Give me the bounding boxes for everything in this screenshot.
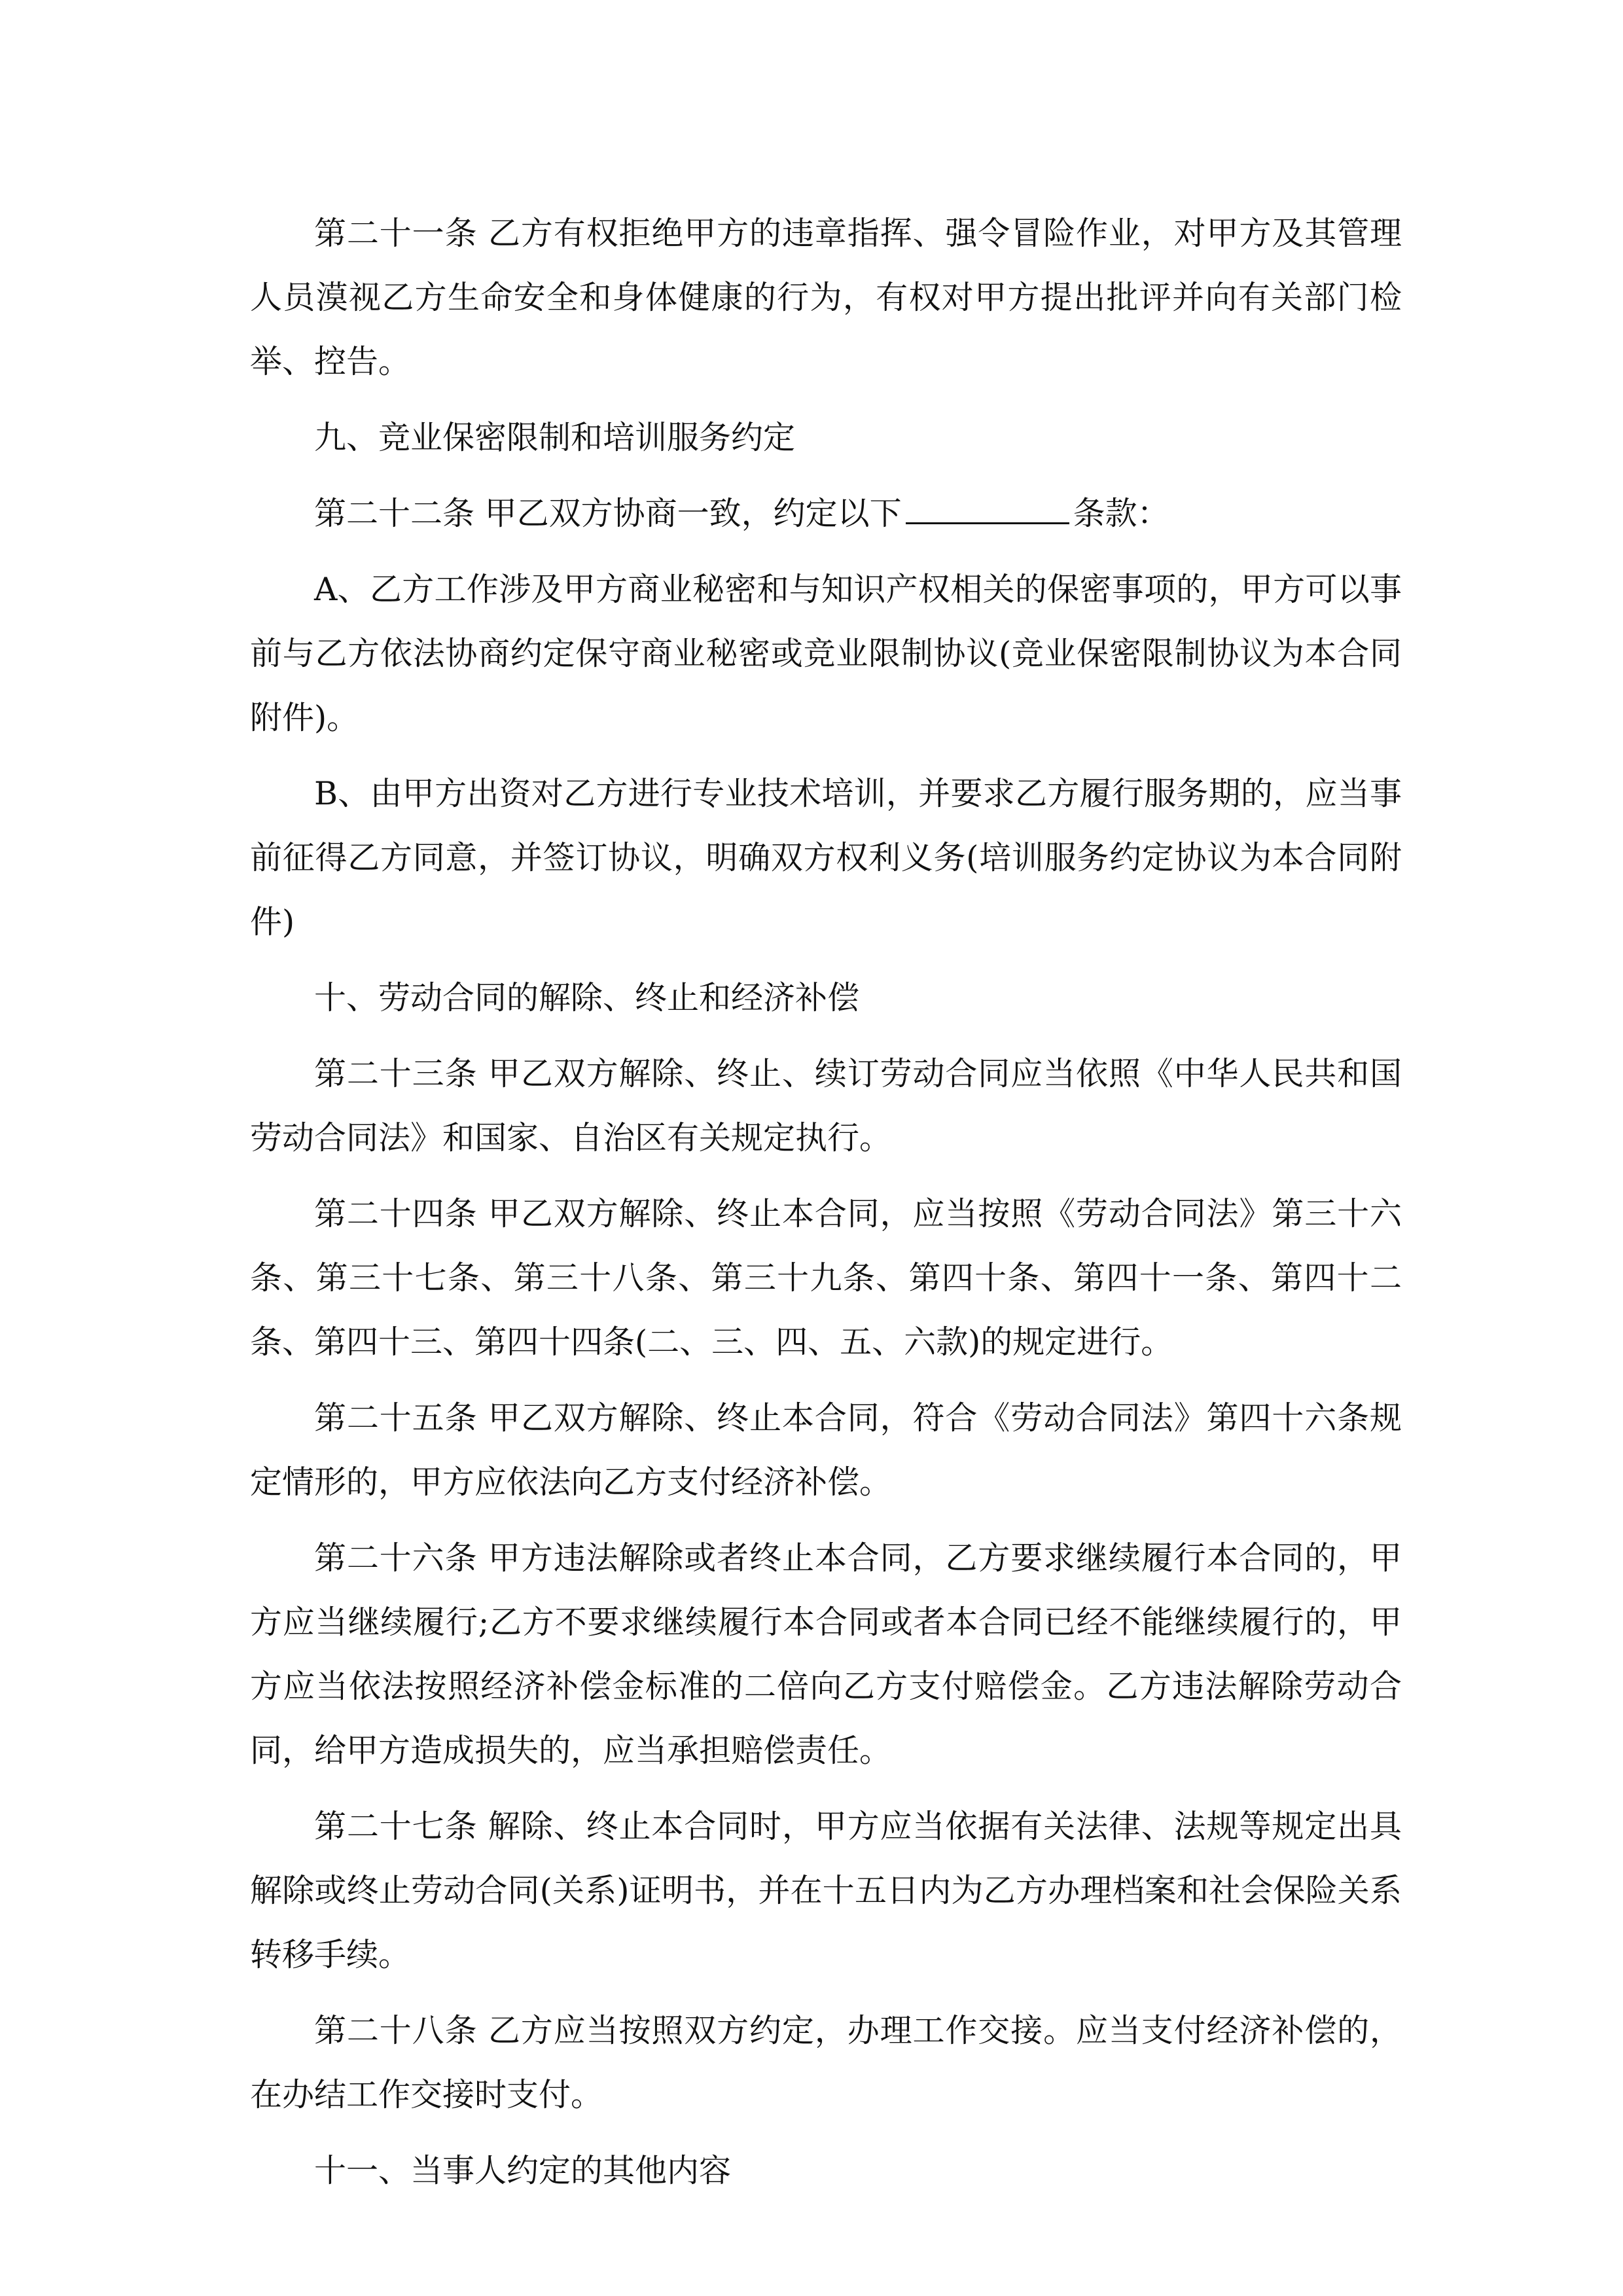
article-22-text-after-blank: 条款： [1073, 495, 1169, 532]
article-21: 第二十一条 乙方有权拒绝甲方的违章指挥、强令冒险作业，对甲方及其管理人员漠视乙方生命安全和身体健康的行为，有权对甲方提出批评并向有关部门检举、控告。 [250, 215, 1402, 380]
article-28: 第二十八条 乙方应当按照双方约定，办理工作交接。应当支付经济补偿的，在办结工作交接时支付。 [250, 2012, 1402, 2113]
section-heading-9: 九、竞业保密限制和培训服务约定 [314, 419, 796, 456]
article-25: 第二十五条 甲乙双方解除、终止本合同，符合《劳动合同法》第四十六条规定情形的，甲方应依法向乙方支付经济补偿。 [250, 1399, 1402, 1501]
article-23: 第二十三条 甲乙双方解除、终止、续订劳动合同应当依照《中华人民共和国劳动合同法》和国家、自治区有关规定执行。 [250, 1055, 1402, 1157]
article-27: 第二十七条 解除、终止本合同时，甲方应当依据有关法律、法规等规定出具解除或终止劳动合同(关系)证明书，并在十五日内为乙方办理档案和社会保险关系转移手续。 [250, 1808, 1402, 1973]
document-body [250, 202, 1402, 2203]
article-22-text-before-blank: 第二十二条 甲乙双方协商一致，约定以下 [314, 495, 902, 532]
section-heading-11: 十一、当事人约定的其他内容 [314, 2152, 732, 2189]
article-26: 第二十六条 甲方违法解除或者终止本合同，乙方要求继续履行本合同的，甲方应当继续履行;乙方不要求继续履行本合同或者本合同已经不能继续履行的，甲方应当依法按照经济补偿金标准的二倍向乙方支付赔偿金。乙方违法解除劳动合同，给甲方造成损失的，应当承担赔偿责任。 [250, 1539, 1402, 1769]
clause-b: B、由甲方出资对乙方进行专业技术培训，并要求乙方履行服务期的，应当事前征得乙方同意，并签订协议，明确双方权利义务(培训服务约定协议为本合同附件) [250, 775, 1402, 941]
article-22 [250, 482, 1402, 546]
article-24: 第二十四条 甲乙双方解除、终止本合同，应当按照《劳动合同法》第三十六条、第三十七条、第三十八条、第三十九条、第四十条、第四十一条、第四十二条、第四十三、第四十四条(二、三、四、五、六款)的规定进行。 [250, 1195, 1402, 1361]
fill-in-blank[interactable] [906, 496, 1069, 524]
clause-a: A、乙方工作涉及甲方商业秘密和与知识产权相关的保密事项的，甲方可以事前与乙方依法协商约定保守商业秘密或竞业限制协议(竞业保密限制协议为本合同附件)。 [250, 571, 1402, 736]
section-heading-10: 十、劳动合同的解除、终止和经济补偿 [314, 979, 860, 1016]
